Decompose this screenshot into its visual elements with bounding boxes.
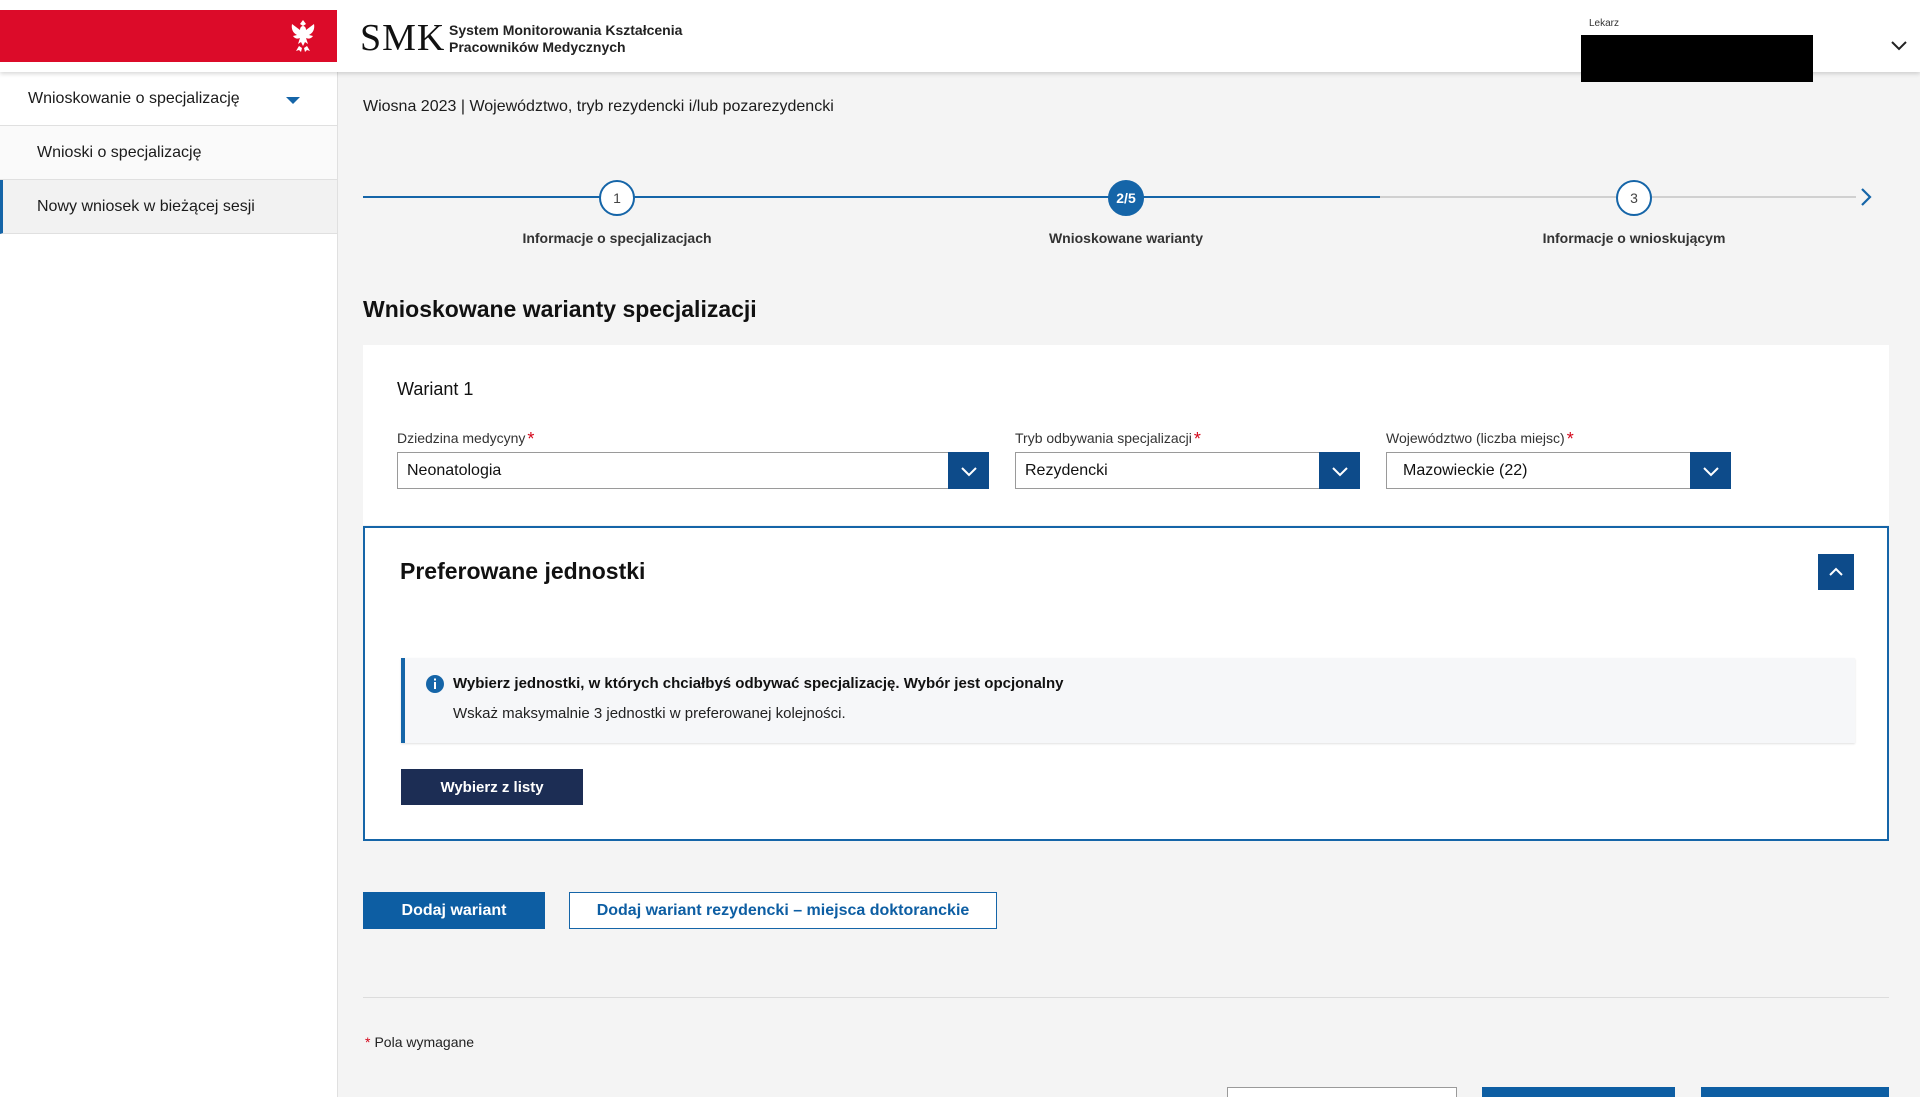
select-value: Rezydencki [1025, 461, 1108, 479]
chevron-down-icon[interactable] [1890, 38, 1908, 52]
info-icon [425, 674, 445, 694]
step-2-marker[interactable]: 2/5 [1108, 180, 1144, 216]
field-label-medical-field [397, 427, 534, 448]
field-label-text: Województwo (liczba miejsc) [1386, 430, 1565, 446]
divider [363, 997, 1889, 998]
field-label-mode [1015, 427, 1201, 448]
add-resident-variant-button[interactable]: Dodaj wariant rezydencki – miejsca doktoranckie [569, 892, 997, 929]
required-mark: * [365, 1034, 371, 1050]
footer-secondary-button[interactable] [1227, 1087, 1457, 1097]
footer-primary-button[interactable] [1482, 1087, 1675, 1097]
top-header [0, 0, 1920, 72]
panel-title: Preferowane jednostki [400, 558, 646, 584]
specialization-mode-select[interactable] [1015, 452, 1360, 489]
logo-subtitle-line-2: Pracowników Medycznych [449, 39, 626, 55]
step-1-marker[interactable]: 1 [599, 180, 635, 216]
sidebar-item-requests[interactable] [0, 126, 337, 180]
add-variant-button[interactable]: Dodaj wariant [363, 892, 545, 929]
chevron-down-icon [1702, 465, 1720, 477]
sidebar-item-label: Wnioski o specjalizację [37, 143, 202, 161]
medical-field-select[interactable] [397, 452, 989, 489]
field-label-voivodeship [1386, 427, 1574, 448]
caret-down-icon [286, 97, 300, 104]
variant-title: Wariant 1 [397, 379, 474, 399]
progress-stepper [363, 180, 1876, 250]
info-message [401, 658, 1855, 743]
flag-bar [0, 10, 337, 62]
breadcrumb: Wiosna 2023 | Województwo, tryb rezydencki i/lub pozarezydencki [363, 98, 834, 115]
chevron-down-icon [960, 465, 978, 477]
chevron-down-icon [1331, 465, 1349, 477]
required-mark: * [527, 429, 535, 449]
info-text: Wskaż maksymalnie 3 jednostki w preferowanej kolejności. [453, 705, 846, 722]
sidebar-item-new-request[interactable] [0, 180, 337, 234]
sidebar-section-label: Wnioskowanie o specjalizację [28, 89, 240, 107]
required-mark: * [1566, 429, 1574, 449]
chevron-up-icon [1828, 566, 1844, 578]
sidebar-section-specialization-requests[interactable] [0, 72, 337, 126]
page-title: Wnioskowane warianty specjalizacji [363, 296, 757, 322]
select-toggle-button[interactable] [1690, 452, 1731, 489]
voivodeship-select[interactable] [1386, 452, 1731, 489]
sidebar [0, 72, 338, 1097]
variant-card [363, 345, 1889, 525]
required-note-text: Pola wymagane [374, 1034, 475, 1050]
select-value: Neonatologia [407, 461, 502, 479]
field-label-text: Tryb odbywania specjalizacji [1015, 430, 1192, 446]
info-title: Wybierz jednostki, w których chciałbyś odbywać specjalizację. Wybór jest opcjonalny [453, 675, 1064, 692]
step-1-label: Informacje o specjalizacjach [522, 230, 712, 246]
field-label-text: Dziedzina medycyny [397, 430, 526, 446]
select-value: Mazowieckie (22) [1403, 461, 1528, 479]
user-name-redacted[interactable] [1581, 35, 1813, 82]
app-logo[interactable]: SMK [360, 17, 446, 59]
select-toggle-button[interactable] [948, 452, 989, 489]
logo-subtitle-line-1: System Monitorowania Kształcenia [449, 22, 683, 38]
required-mark: * [1193, 429, 1201, 449]
sidebar-item-label: Nowy wniosek w bieżącej sesji [37, 197, 255, 215]
step-3-label: Informacje o wnioskującym [1542, 230, 1726, 246]
pick-from-list-button[interactable]: Wybierz z listy [401, 769, 583, 805]
step-3-marker[interactable]: 3 [1616, 180, 1652, 216]
footer-next-button[interactable] [1701, 1087, 1889, 1097]
user-role-label: Lekarz [1589, 18, 1620, 29]
collapse-panel-button[interactable] [1818, 554, 1854, 590]
eagle-emblem-icon [283, 16, 323, 56]
select-toggle-button[interactable] [1319, 452, 1360, 489]
chevron-right-icon[interactable] [1858, 186, 1874, 208]
app-logo-subtitle [449, 22, 682, 56]
required-fields-note [365, 1034, 474, 1050]
stepper-line-completed [363, 196, 1380, 198]
step-2-label: Wnioskowane warianty [1048, 230, 1204, 246]
preferred-units-panel [363, 526, 1889, 841]
